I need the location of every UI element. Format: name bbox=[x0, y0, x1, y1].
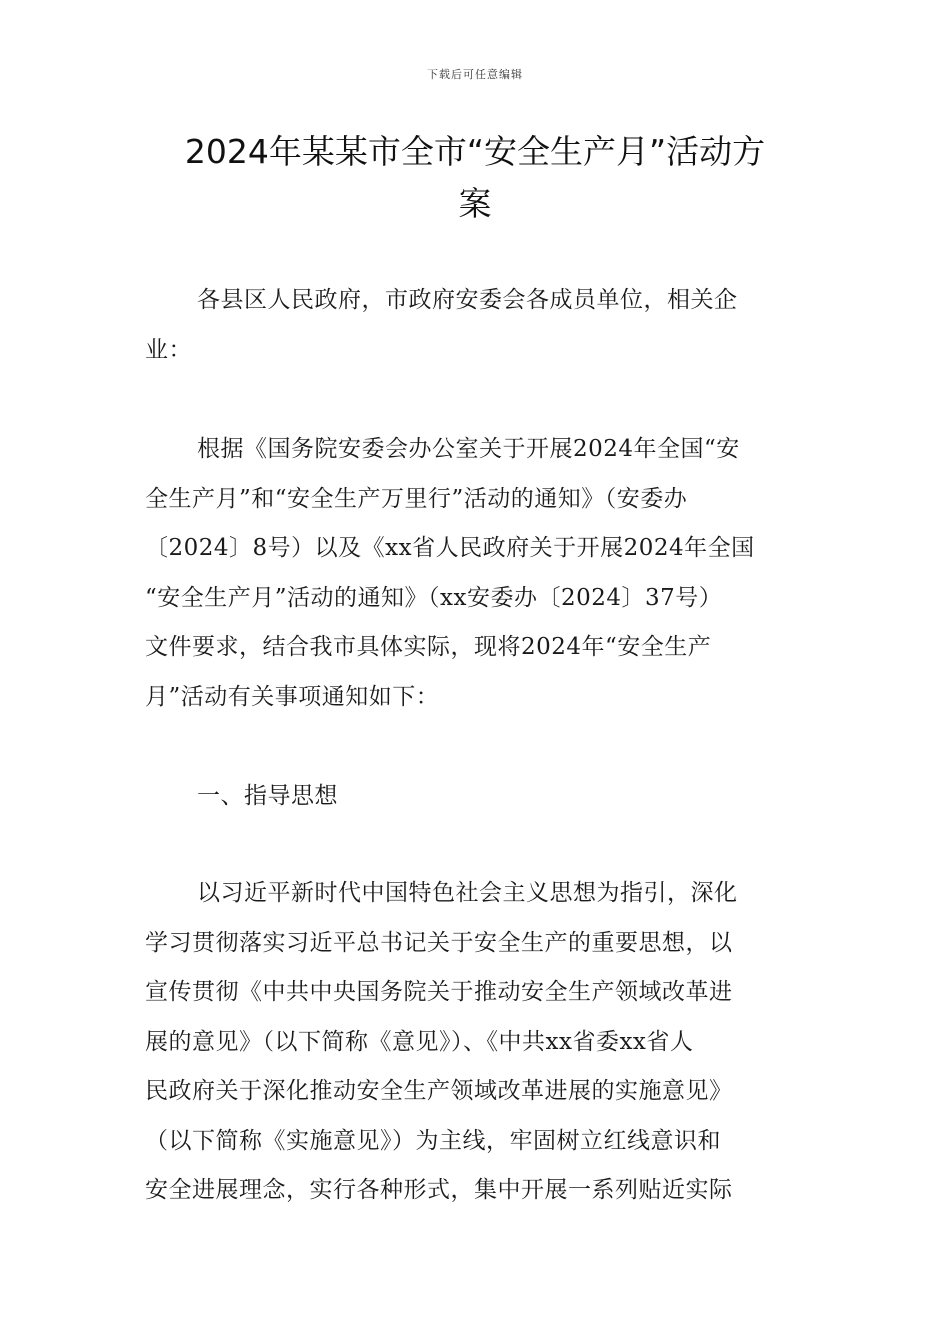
section-heading-text: 一、指导思想 bbox=[197, 783, 338, 809]
basis-line: 全生产月”和“安全生产万里行”活动的通知》（安委办 bbox=[145, 485, 688, 512]
salutation-line: 业： bbox=[145, 336, 192, 363]
salutation-line: 各县区人民政府，市政府安委会各成员单位，相关企 bbox=[197, 287, 738, 313]
basis-line: 文件要求，结合我市具体实际，现将2024年“安全生产 bbox=[145, 634, 712, 660]
title-line-1: 2024年某某市全市“安全生产月”活动方 bbox=[184, 132, 766, 171]
title-line-2: 案 bbox=[458, 184, 492, 223]
salutation-paragraph bbox=[145, 276, 805, 375]
guiding-line: 民政府关于深化推动安全生产领域改革进展的实施意见》 bbox=[145, 1078, 733, 1104]
guiding-line: （以下简称《实施意见》）为主线，牢固树立红线意识和 bbox=[145, 1127, 721, 1154]
guiding-thought-paragraph bbox=[145, 869, 805, 1216]
header-note: 下载后可任意编辑 bbox=[427, 68, 523, 81]
basis-line: “安全生产月”活动的通知》（xx安委办〔2024〕37号） bbox=[145, 584, 723, 611]
basis-line: 根据《国务院安委会办公室关于开展2024年全国“安 bbox=[197, 436, 740, 462]
guiding-line: 宣传贯彻《中共中央国务院关于推动安全生产领域改革进 bbox=[145, 979, 733, 1005]
guiding-line: 展的意见》（以下简称《意见》）、《中共xx省委xx省人 bbox=[145, 1028, 694, 1055]
document-title bbox=[145, 126, 805, 230]
guiding-line: 学习贯彻落实习近平总书记关于安全生产的重要思想，以 bbox=[145, 929, 733, 956]
basis-line: 〔2024〕8号）以及《xx省人民政府关于开展2024年全国 bbox=[145, 535, 755, 561]
section-heading-guiding-thought bbox=[145, 772, 805, 822]
guiding-line: 以习近平新时代中国特色社会主义思想为指引，深化 bbox=[197, 880, 738, 906]
basis-line: 月”活动有关事项通知如下： bbox=[145, 683, 440, 710]
guiding-line: 安全进展理念，实行各种形式，集中开展一系列贴近实际 bbox=[145, 1177, 733, 1203]
basis-paragraph bbox=[145, 425, 805, 722]
